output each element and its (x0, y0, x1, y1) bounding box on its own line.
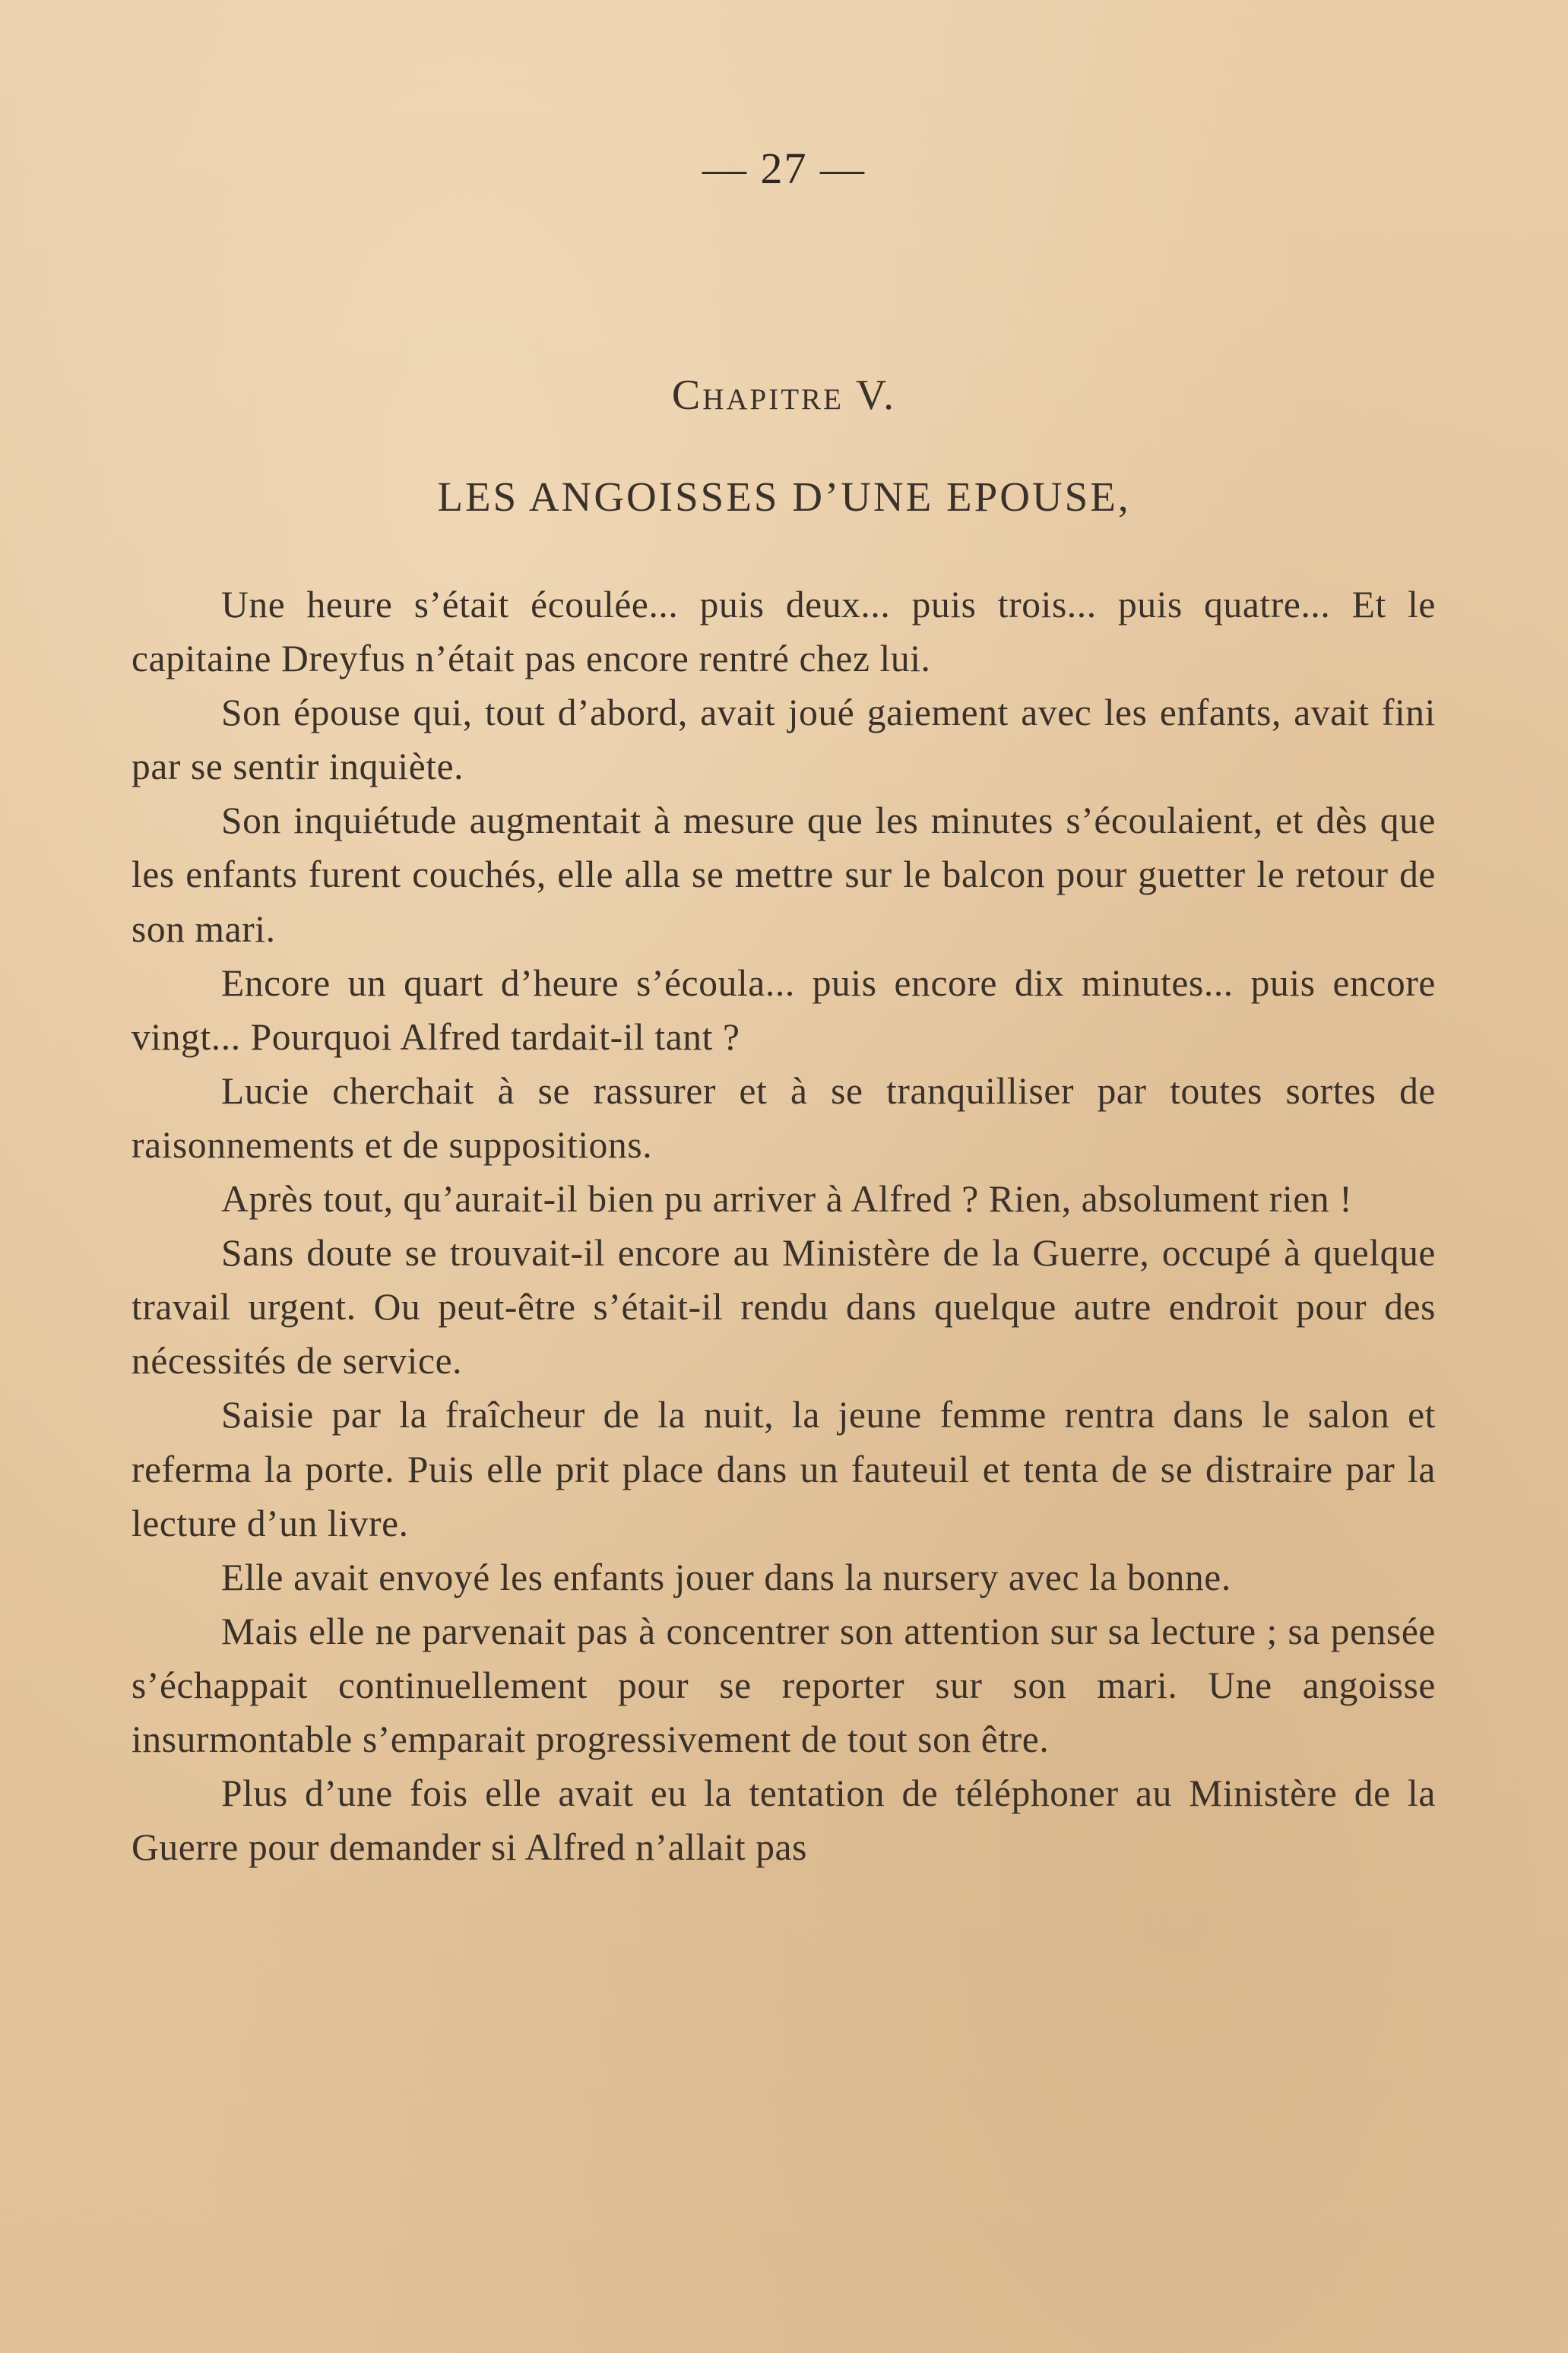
paragraph: Sans doute se trouvait-il encore au Ministère de la Guerre, occupé à quelque travail urgent. Ou peut-être s’était-il rendu dans quelque autre endroit pour des nécessités de service. (131, 1232, 1436, 1382)
paragraph: Saisie par la fraîcheur de la nuit, la jeune femme rentra dans le salon et referma la porte. Puis elle prit place dans un fauteuil et tenta de se distraire par la lecture d’un livre. (131, 1394, 1436, 1544)
paragraph: Plus d’une fois elle avait eu la tentation de téléphoner au Ministère de la Guerre pour demander si Alfred n’allait pas (131, 1772, 1436, 1869)
chapter-title: LES ANGOISSES D’UNE EPOUSE, (437, 473, 1131, 520)
paragraph: Une heure s’était écoulée... puis deux... puis trois... puis quatre... Et le capitaine Dreyfus n’était pas encore rentré chez lui. (131, 584, 1436, 680)
page-number: — 27 — (702, 144, 866, 193)
paragraph: Mais elle ne parvenait pas à concentrer son attention sur sa lecture ; sa pensée s’échappait continuellement pour se reporter sur son mari. Une angoisse insurmontable s’emparait progressivement de tout son être. (131, 1610, 1436, 1760)
paragraph: Après tout, qu’aurait-il bien pu arriver à Alfred ? Rien, absolument rien ! (221, 1178, 1353, 1221)
paragraph: Son épouse qui, tout d’abord, avait joué gaiement avec les enfants, avait fini par se sentir inquiète. (131, 692, 1436, 788)
paragraph: Lucie cherchait à se rassurer et à se tranquilliser par toutes sortes de raisonnements et de suppositions. (131, 1069, 1436, 1166)
chapter-heading: Chapitre V. (671, 372, 897, 419)
body-text (131, 578, 1436, 1874)
paragraph: Son inquiétude augmentait à mesure que les minutes s’écoulaient, et dès que les enfants furent couchés, elle alla se mettre sur le balcon pour guetter le retour de son mari. (131, 800, 1436, 950)
paragraph: Encore un quart d’heure s’écoula... puis encore dix minutes... puis encore vingt... Pourquoi Alfred tardait-il tant ? (131, 961, 1436, 1058)
paragraph: Elle avait envoyé les enfants jouer dans la nursery avec la bonne. (221, 1556, 1231, 1598)
